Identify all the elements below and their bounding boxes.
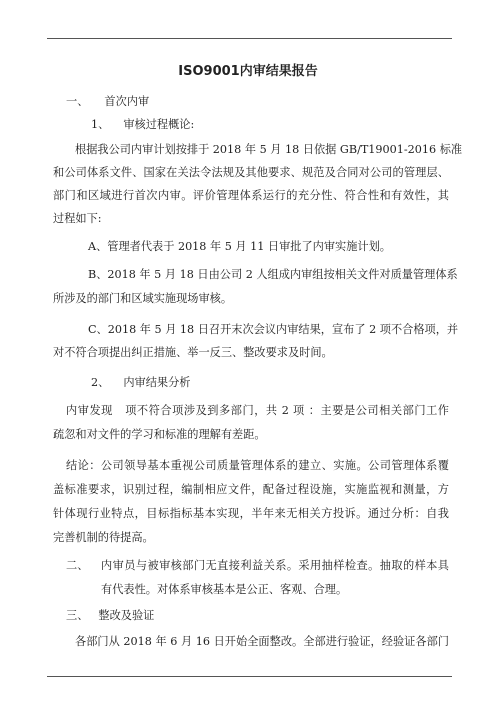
conclusion-line-4: 完善机制的待提高。 — [53, 531, 154, 544]
overview-line-1: 根据我公司内审计划按排于 2018 年 5 月 18 日依据 GB/T19001-2016 标准 — [75, 143, 463, 156]
sub2-heading-row — [91, 376, 190, 390]
conclusion-line-1: 结论：公司领导基本重视公司质量管理体系的建立、实施。公司管理体系覆 — [66, 459, 449, 472]
item-b-line-2: 所涉及的部门和区域实施现场审核。 — [53, 292, 233, 305]
item-b-line-1: B、2018 年 5 月 18 日由公司 2 人组成内审组按相关文件对质量管理体系 — [88, 268, 458, 281]
section1-heading: 首次内审 — [104, 95, 150, 108]
section2-line-2: 有代表性。对体系审核基本是公正、客观、合理。 — [101, 583, 348, 596]
sub2-marker: 2、 — [91, 376, 110, 389]
findings-line-1: 内审发现 项不符合项涉及到多部门，共 2 项 ：主要是公司相关部门工作 — [66, 404, 449, 417]
section3-heading-row — [66, 609, 154, 623]
section2-marker: 二、 — [66, 559, 89, 572]
sub1-heading: 审核过程概论: — [123, 118, 195, 131]
section1-marker: 一、 — [66, 95, 89, 108]
section3-heading: 整改及验证 — [98, 609, 155, 622]
sub1-heading-row — [91, 118, 194, 132]
item-a: A、管理者代表于 2018 年 5 月 11 日审批了内审实施计划。 — [88, 240, 391, 253]
sub2-heading: 内审结果分析 — [123, 376, 191, 389]
header-rule — [47, 38, 452, 39]
section3-line-1: 各部门从 2018 年 6 月 16 日开始全面整改。全部进行验证，经验证各部门 — [75, 635, 449, 648]
conclusion-line-3: 针体现行业特点，目标指标基本实现，半年来无相关方投诉。通过分析：自我 — [53, 507, 449, 520]
conclusion-line-2: 盖标准要求，识别过程，编制相应文件，配备过程设施，实施监视和测量，方 — [53, 483, 449, 496]
overview-line-3: 部门和区域进行首次内审。评价管理体系运行的充分性、符合性和有效性，其 — [53, 189, 449, 202]
section3-marker: 三、 — [66, 609, 89, 622]
overview-line-4: 过程如下: — [53, 212, 102, 225]
item-c-line-2: 对不符合项提出纠正措施、举一反三、整改要求及时间。 — [53, 346, 333, 359]
overview-line-2: 和公司体系文件、国家在关法令法规及其他要求、规范及合同对公司的管理层、 — [53, 166, 449, 179]
footer-rule — [47, 676, 452, 677]
section1-heading-row — [66, 95, 149, 109]
findings-line-2: 疏忽和对文件的学习和标准的理解有差距。 — [53, 428, 266, 441]
document-title: ISO9001内审结果报告 — [178, 64, 318, 79]
item-c-line-1: C、2018 年 5 月 18 日召开末次会议内审结果，宣布了 2 项不合格项，并 — [88, 323, 459, 336]
sub1-marker: 1、 — [91, 118, 110, 131]
section2-line-1: 内审员与被审核部门无直接利益关系。采用抽样检查。抽取的样本具 — [101, 559, 449, 572]
